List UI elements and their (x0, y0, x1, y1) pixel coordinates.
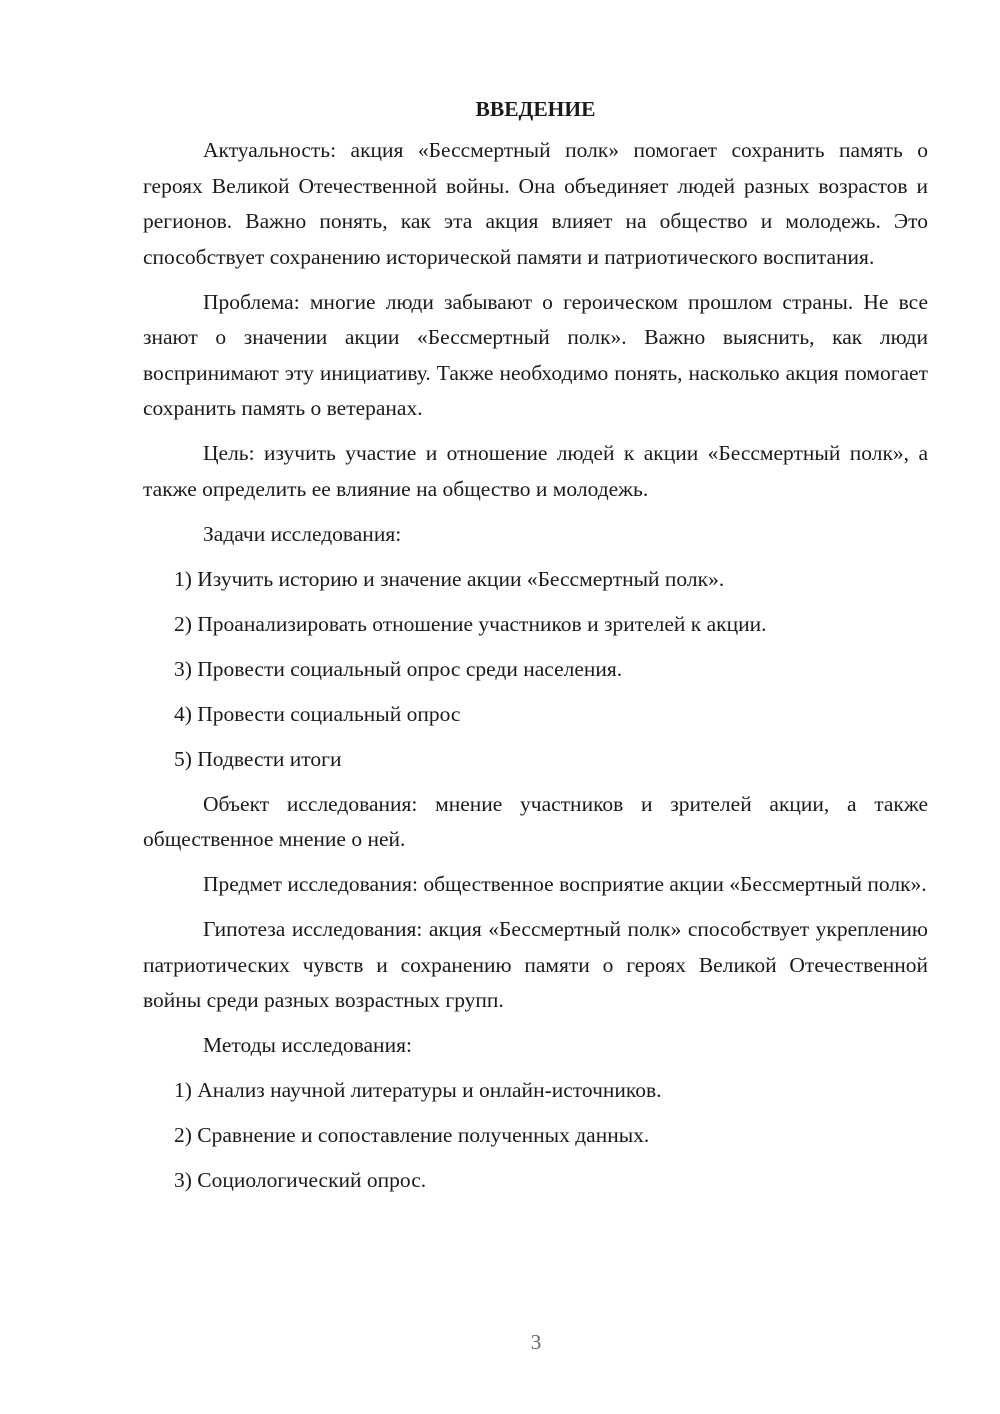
list-item: 3) Социологический опрос. (174, 1168, 427, 1192)
tasks-heading: Задачи исследования: (203, 521, 402, 546)
list-item: 5) Подвести итоги (174, 746, 342, 771)
relevance-paragraph: Актуальность: акция «Бессмертный полк» помогает сохранить память о героях Великой Отечественной войны. Она объединяет людей разных возрастов и регионов. Важно понять, как эта акция влияет на общество и молодежь. Это способствует сохранению исторической памяти и патриотического воспитания. (143, 138, 928, 269)
subject-paragraph: Предмет исследования: общественное восприятие акции «Бессмертный полк». (203, 872, 927, 896)
list-item: 1) Анализ научной литературы и онлайн-источников. (174, 1078, 662, 1102)
list-item: 3) Провести социальный опрос среди населения. (174, 656, 623, 681)
page-number: 3 (530, 1330, 542, 1354)
hypothesis-paragraph: Гипотеза исследования: акция «Бессмертный полк» способствует укреплению патриотических чувств и сохранению памяти о героях Великой Отечественной войны среди разных возрастных групп. (143, 917, 928, 1012)
list-item: 1) Изучить историю и значение акции «Бессмертный полк». (174, 566, 725, 591)
page-title: ВВЕДЕНИЕ (475, 97, 596, 121)
methods-heading: Методы исследования: (203, 1033, 412, 1057)
list-item: 4) Провести социальный опрос (174, 701, 461, 726)
document-page (143, 92, 928, 1208)
object-paragraph: Объект исследования: мнение участников и зрителей акции, а также общественное мнение о ней. (143, 791, 928, 851)
goal-paragraph: Цель: изучить участие и отношение людей к акции «Бессмертный полк», а также определить ее влияние на общество и молодежь. (143, 441, 928, 501)
tasks-list (143, 562, 928, 778)
problem-paragraph: Проблема: многие люди забывают о героическом прошлом страны. Не все знают о значении акции «Бессмертный полк». Важно выяснить, как люди воспринимают эту инициативу. Также необходимо понять, насколько акция помогает сохранить память о ветеранах. (143, 289, 928, 420)
list-item: 2) Сравнение и сопоставление полученных данных. (174, 1123, 650, 1147)
methods-list (143, 1073, 928, 1199)
list-item: 2) Проанализировать отношение участников и зрителей к акции. (174, 611, 767, 636)
